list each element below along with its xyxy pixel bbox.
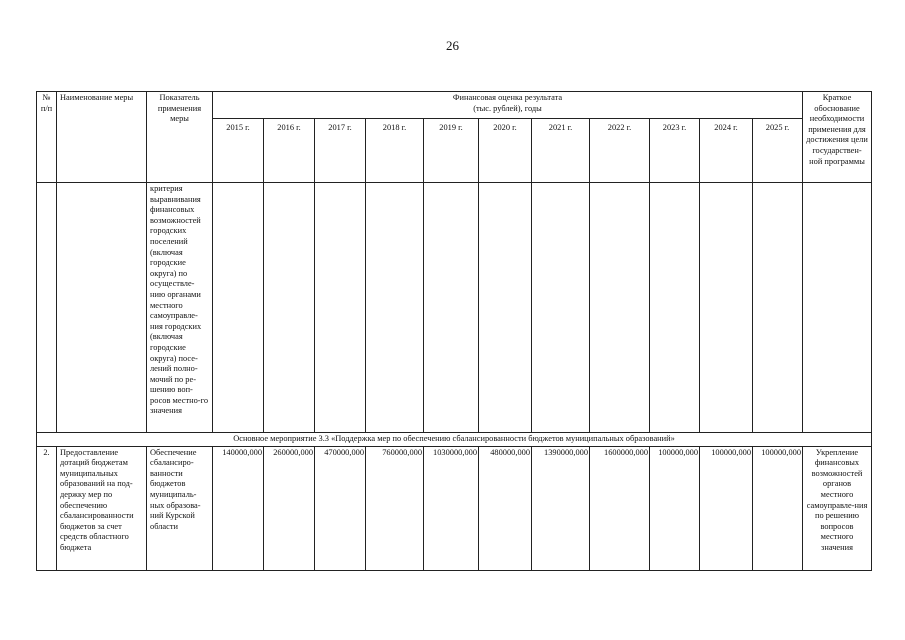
header-indicator: Показатель применения меры bbox=[147, 92, 213, 183]
cont-num-cell bbox=[37, 183, 57, 433]
header-financial-assessment bbox=[213, 92, 803, 119]
cont-2024-cell bbox=[700, 183, 753, 433]
cont-2018-cell bbox=[366, 183, 424, 433]
year-2016: 2016 г. bbox=[264, 119, 315, 183]
page-number: 26 bbox=[446, 38, 459, 53]
header-measure-name: Наименование меры bbox=[57, 92, 147, 183]
cont-2025-cell bbox=[753, 183, 803, 433]
row2-value-2021: 1390000,000 bbox=[532, 446, 590, 570]
cont-2017-cell bbox=[315, 183, 366, 433]
row2-value-2017: 470000,000 bbox=[315, 446, 366, 570]
header-row-1 bbox=[37, 92, 872, 119]
financial-title-line-2: (тыс. рублей), годы bbox=[473, 103, 542, 113]
row2-indicator: Обеспечение сбалансиро-ванности бюджетов муниципаль-ных образова-ний Курской области bbox=[147, 446, 213, 570]
year-2017: 2017 г. bbox=[315, 119, 366, 183]
row2-value-2018: 760000,000 bbox=[366, 446, 424, 570]
year-2021: 2021 г. bbox=[532, 119, 590, 183]
year-2022: 2022 г. bbox=[590, 119, 650, 183]
cont-2023-cell bbox=[650, 183, 700, 433]
continuation-row bbox=[37, 183, 872, 433]
header-num: № п/п bbox=[37, 92, 57, 183]
cont-2016-cell bbox=[264, 183, 315, 433]
cont-2020-cell bbox=[479, 183, 532, 433]
section-title: Основное мероприятие 3.3 «Поддержка мер по обеспечению сбалансированности бюджетов муниципальных образований» bbox=[37, 433, 872, 447]
section-row bbox=[37, 433, 872, 447]
year-2018: 2018 г. bbox=[366, 119, 424, 183]
row2-num: 2. bbox=[37, 446, 57, 570]
year-2020: 2020 г. bbox=[479, 119, 532, 183]
cont-2019-cell bbox=[424, 183, 479, 433]
row2-value-2020: 480000,000 bbox=[479, 446, 532, 570]
year-2023: 2023 г. bbox=[650, 119, 700, 183]
row2-value-2019: 1030000,000 bbox=[424, 446, 479, 570]
year-2019: 2019 г. bbox=[424, 119, 479, 183]
year-2025: 2025 г. bbox=[753, 119, 803, 183]
cont-2015-cell bbox=[213, 183, 264, 433]
cont-indicator-cell: критерия выравнивания финансовых возможностей городских поселений (включая городские округа) по осуществле-нию органами местного самоуправле-ния городских (включая городские округа) посе-лений полно-мочий по ре-шению воп-росов местно-го значения bbox=[147, 183, 213, 433]
row2-value-2024: 100000,000 bbox=[700, 446, 753, 570]
row2-value-2025: 100000,000 bbox=[753, 446, 803, 570]
row2-value-2016: 260000,000 bbox=[264, 446, 315, 570]
year-2024: 2024 г. bbox=[700, 119, 753, 183]
cont-2021-cell bbox=[532, 183, 590, 433]
cont-justification-cell bbox=[803, 183, 872, 433]
row2-value-2023: 100000,000 bbox=[650, 446, 700, 570]
row2-justification: Укрепление финансовых возможностей органов местного самоуправле-ния по решению вопросов местного значения bbox=[803, 446, 872, 570]
row2-measure-name: Предоставление дотаций бюджетам муниципальных образований на под-держку мер по обеспечению сбалансированности бюджетов за счет средств областного бюджета bbox=[57, 446, 147, 570]
cont-2022-cell bbox=[590, 183, 650, 433]
year-2015: 2015 г. bbox=[213, 119, 264, 183]
financial-assessment-table bbox=[36, 91, 872, 571]
financial-title-line-1: Финансовая оценка результата bbox=[452, 93, 563, 102]
row2-value-2015: 140000,000 bbox=[213, 446, 264, 570]
row2-value-2022: 1600000,000 bbox=[590, 446, 650, 570]
table-row bbox=[37, 446, 872, 570]
header-justification: Краткое обоснование необходимости применения для достижения цели государствен-ной программы bbox=[803, 92, 872, 183]
cont-name-cell bbox=[57, 183, 147, 433]
